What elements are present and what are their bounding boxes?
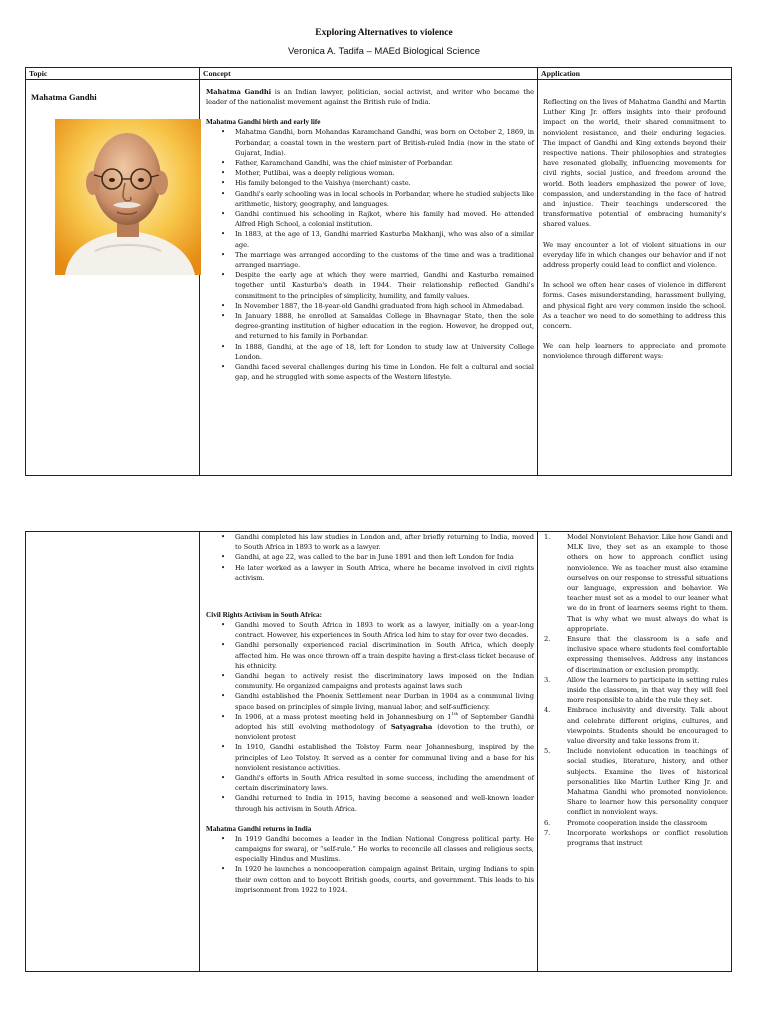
header-row — [26, 68, 732, 80]
application-paragraph: In school we often hear cases of violence in different forms. Cases misunderstanding, harassment bullying, and physical fight are very common inside the school. As a teacher we need to do something to address this concern. — [543, 281, 726, 331]
item-text: Promote cooperation inside the classroom — [567, 818, 708, 827]
page2-table — [25, 531, 732, 972]
list-item: • Father, Karamchand Gandhi, was the chief minister of Porbandar. — [235, 158, 534, 168]
application-text: Both leaders emphasized the power of love, compassion, and understanding in the face of hatred and injustice. Their teachings underscored the transformative potential of embracing humanity's shared values. — [543, 179, 727, 229]
application-item — [541, 705, 728, 746]
item-number: 7. — [544, 828, 551, 837]
satyagraha-term: Satyagraha — [390, 723, 433, 732]
item-number: 2. — [544, 635, 551, 644]
list-item: • In 1910, Gandhi established the Tolstoy Farm near Johannesburg, inspired by the principles of Leo Tolstoy. It served as a center for communal living and a base for his nonviolent resistance activities. — [235, 742, 534, 773]
list-item: • Gandhi established the Phoenix Settlement near Durban in 1904 as a communal living space based on principles of simple living, manual labor, and self-sufficiency. — [235, 691, 534, 711]
section-heading: Mahatma Gandhi birth and early life — [206, 118, 321, 127]
item-text: Ensure that the classroom is a safe and inclusive space where students feel comfortable expressing themselves. Address any instances of discrimination or exclusion promptly. — [567, 635, 728, 674]
item-number: 4. — [544, 706, 551, 715]
list-item: • The marriage was arranged according to the customs of the time and was a traditional arranged marriage. — [235, 250, 534, 270]
list-item: • His family belonged to the Vaishya (merchant) caste. — [235, 178, 534, 188]
list-item: • Gandhi's efforts in South Africa resulted in some success, including the amendment of certain discriminatory laws. — [235, 773, 534, 793]
list-item: • Gandhi, at age 22, was called to the bar in June 1891 and then left London for India — [235, 552, 534, 562]
list-item: • Gandhi personally experienced racial discrimination in South Africa, which deeply affected him. He was once thrown off a train despite having a first-class ticket because of his ethnicity. — [235, 640, 534, 671]
application-paragraph: We may encounter a lot of violent situations in our everyday life in which changes our behavior and if not address properly could lead to conflict and violence. — [543, 240, 726, 270]
page1-table — [25, 67, 732, 476]
topic-cell — [26, 80, 200, 476]
returns-india-list — [203, 834, 534, 895]
item-text: Allow the learners to participate in setting rules inside the classroom, in that way they will feel more responsible to abide the rule they set. — [567, 675, 728, 705]
superscript: 1th — [451, 710, 459, 716]
list-item: • Gandhi began to actively resist the discriminatory laws imposed on the Indian community. He organized campaigns and protests against laws such — [235, 671, 534, 691]
list-item: • Gandhi faced several challenges during his time in London. He felt a cultural and social gap, and he struggled with some aspects of the Western lifestyle. — [235, 362, 534, 382]
document-title: Exploring Alternatives to violence — [315, 28, 453, 38]
application-cell — [538, 532, 732, 972]
topic-cell-empty — [26, 532, 200, 972]
list-item: • Gandhi completed his law studies in London and, after briefly returning to India, moved to South Africa in 1893 to work as a lawyer. — [235, 532, 534, 552]
application-item — [541, 746, 728, 817]
section-heading: Mahatma Gandhi returns in India — [206, 824, 312, 833]
list-item: • In January 1888, he enrolled at Samaldas College in Bhavnagar State, then the sole degree-granting institution of higher education in the region. However, he dropped out, and returned to his family in Porbandar. — [235, 311, 534, 342]
application-paragraph: We can help learners to appreciate and promote nonviolence through different ways: — [543, 342, 726, 361]
application-header: Application — [538, 68, 732, 80]
item-number: 6. — [544, 818, 551, 827]
application-numbered-list — [541, 532, 728, 848]
item-number: 1. — [544, 533, 551, 541]
application-cell — [538, 80, 732, 476]
content-row — [26, 80, 732, 476]
list-item: • Gandhi moved to South Africa in 1893 to work as a lawyer, initially on a year-long contract. However, his experiences in South Africa led him to stay for over two decades. — [235, 620, 534, 640]
document-subtitle: Veronica A. Tadifa – MAEd Biological Science — [287, 46, 481, 57]
application-item — [541, 532, 728, 634]
concept-cell — [200, 80, 538, 476]
application-text: The impact of Gandhi and King extends beyond their respective nations. Their philosophies and strategies have resonated globally, influencing movements for civil rights, social justice, and freedom around the world. — [543, 138, 726, 188]
concept-cell — [200, 532, 538, 972]
application-item — [541, 675, 728, 706]
list-item: • Mahatma Gandhi, born Mohandas Karamchand Gandhi, was born on October 2, 1869, in Porbandar, a coastal town in the western part of British-ruled India (now in the state of Gujarat, India). — [235, 127, 534, 158]
concept-header: Concept — [200, 68, 538, 80]
application-item — [541, 828, 728, 848]
list-item — [235, 712, 534, 743]
item-text: Incorporate workshops or conflict resolution programs that instruct — [567, 828, 728, 848]
list-item: • He later worked as a lawyer in South Africa, where he became involved in civil rights activism. — [235, 563, 534, 583]
list-item-text: In 1906, at a mass protest meeting held in Johannesburg on 1 — [235, 712, 452, 721]
list-item: • In November 1887, the 18-year-old Gandhi graduated from high school in Ahmedabad. — [235, 301, 534, 311]
south-africa-list — [203, 620, 534, 814]
item-number: 5. — [544, 747, 551, 756]
list-item: • Gandhi's early schooling was in local schools in Porbandar, where he studied subjects like arithmetic, history, geography, and languages. — [235, 189, 534, 209]
list-item: • Despite the early age at which they were married, Gandhi and Kasturba remained together until Kasturba's death in 1944. Their relationship reflected Gandhi's commitment to the principles of simplicity, humility, and family values. — [235, 270, 534, 301]
topic-header: Topic — [26, 68, 200, 80]
list-item: • In 1888, Gandhi, at the age of 18, left for London to study law at University College London. — [235, 342, 534, 362]
intro-text: is an Indian lawyer, politician, social activist, and writer who became the leader of the nationalist movement against the British rule of India. — [206, 88, 534, 107]
item-text: Model Nonviolent Behavior. Like how Gandi and MLK live, they set as an example to those others on how to approach conflict using nonviolence. We as teacher must also examine ourselves on our response to stressful situations our language, expression and behavior. We teacher must set as a model to our leaner what we do in front of learners seems right to them. That is why what we must always do what is appropriate. — [567, 533, 728, 633]
application-item — [541, 818, 728, 828]
gandhi-portrait-icon — [55, 119, 201, 275]
application-paragraph — [541, 97, 728, 230]
topic-label: Mahatma Gandhi — [31, 92, 97, 102]
content-row — [26, 532, 732, 972]
list-item: • In 1920 he launches a noncooperation campaign against Britain, urging Indians to spin their own cotton and to boycott British goods, courts, and government. This leads to his imprisonment from 1922 to 1924. — [235, 864, 534, 895]
list-item-text: (devotion to the truth), or nonviolent protest — [235, 723, 534, 742]
list-item-text: of September Gandhi adopted his still evolving methodology of — [235, 712, 534, 732]
item-text: Embrace inclusivity and diversity. Talk about and celebrate different origins, cultures, and viewpoints. Students should be encouraged to value diversity and take lessons from it. — [567, 706, 728, 746]
intro-bold: Mahatma Gandhi — [206, 88, 272, 96]
item-text: Include nonviolent education in teachings of social studies, literature, history, and other subjects. Examine the lives of historical personalities like Martin Luther King Jr. and Mahatma Gandhi who promoted nonviolence. Share to learner how this personality conquer conflict in nonviolent ways. — [567, 747, 728, 817]
item-number: 3. — [544, 675, 551, 684]
law-studies-list — [203, 532, 534, 583]
birth-early-life-list — [203, 127, 534, 382]
application-text: Reflecting on the lives of Mahatma Gandhi and Martin Luther King Jr. offers insights into their profound impact on the world, their shared commitment to nonviolent resistance, and their enduring legacies. — [543, 98, 726, 137]
list-item: • Gandhi continued his schooling in Rajkot, where his family had moved. He attended Alfred High School, a colonial institution. — [235, 209, 534, 229]
list-item: • In 1919 Gandhi becomes a leader in the Indian National Congress political party. He campaigns for swaraj, or “self-rule.” He works to reconcile all classes and religious sects, especially Hindus and Muslims. — [235, 834, 534, 865]
application-item — [541, 634, 728, 675]
list-item: • Gandhi returned to India in 1915, having become a seasoned and well-known leader through his activism in South Africa. — [235, 793, 534, 813]
section-heading: Civil Rights Activism in South Africa: — [206, 611, 323, 620]
list-item: • Mother, Putlibai, was a deeply religious woman. — [235, 168, 534, 178]
list-item: • In 1883, at the age of 13, Gandhi married Kasturba Makhanji, who was also of a similar age. — [235, 229, 534, 249]
intro-paragraph — [206, 87, 534, 107]
